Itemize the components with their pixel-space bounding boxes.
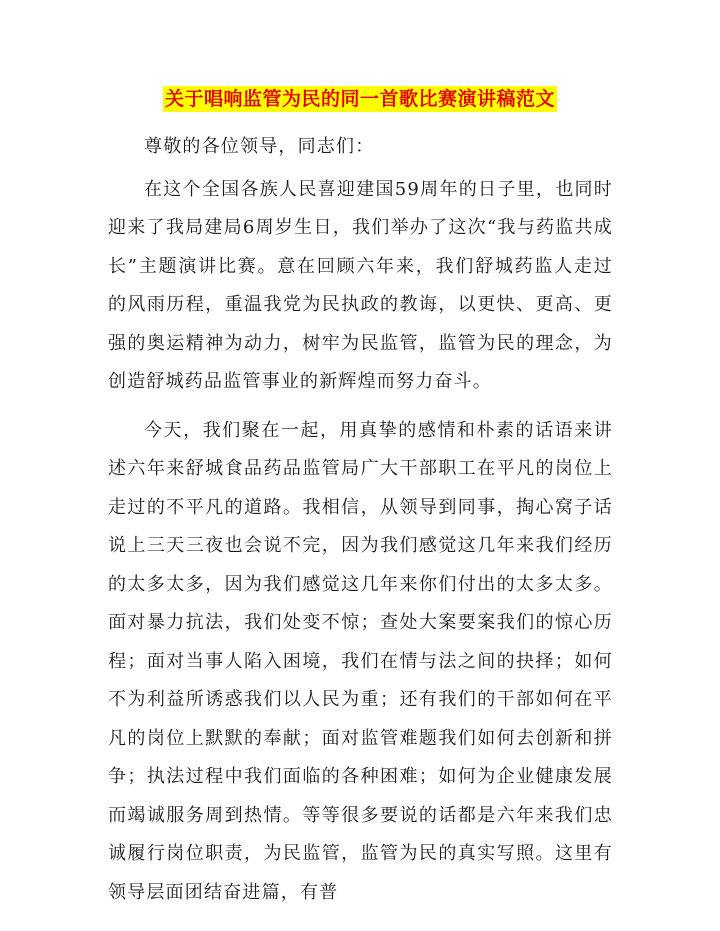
salutation: 尊敬的各位领导，同志们： [144,136,375,157]
document-title: 关于唱响监管为民的同一首歌比赛演讲稿范文 [164,88,555,110]
document-body [108,128,613,912]
paragraph: 今天，我们聚在一起，用真挚的感情和朴素的话语来讲述六年来舒城食品药品监管局广大干部职工在平凡的岗位上走过的不平凡的道路。我相信，从领导到同事，掏心窝子话说上三天三夜也会说不完，因为我们感觉这几年来我们经历的太多太多，因为我们感觉这几年来你们付出的太多太多。面对暴力抗法，我们处变不惊；查处大案要案我们的惊心历程；面对当事人陷入困境，我们在情与法之间的抉择；如何不为利益所诱惑我们以人民为重；还有我们的干部如何在平凡的岗位上默默的奉献；面对监管难题我们如何去创新和拼争；执法过程中我们面临的各种困难；如何为企业健康发展而竭诚服务周到热情。等等很多要说的话都是六年来我们忠诚履行岗位职责，为民监管，监管为民的真实写照。这里有领导层面团结奋进篇，有普 [108,419,613,903]
paragraph: 在这个全国各族人民喜迎建国59周年的日子里，也同时迎来了我局建局6周岁生日，我们举办了这次“我与药监共成长”主题演讲比赛。意在回顾六年来，我们舒城药监人走过的风雨历程，重温我党为民执政的教诲，以更快、更高、更强的奥运精神为动力，树牢为民监管，监管为民的理念，为创造舒城药品监管事业的新辉煌而努力奋斗。 [108,178,613,392]
title-container [0,86,720,112]
